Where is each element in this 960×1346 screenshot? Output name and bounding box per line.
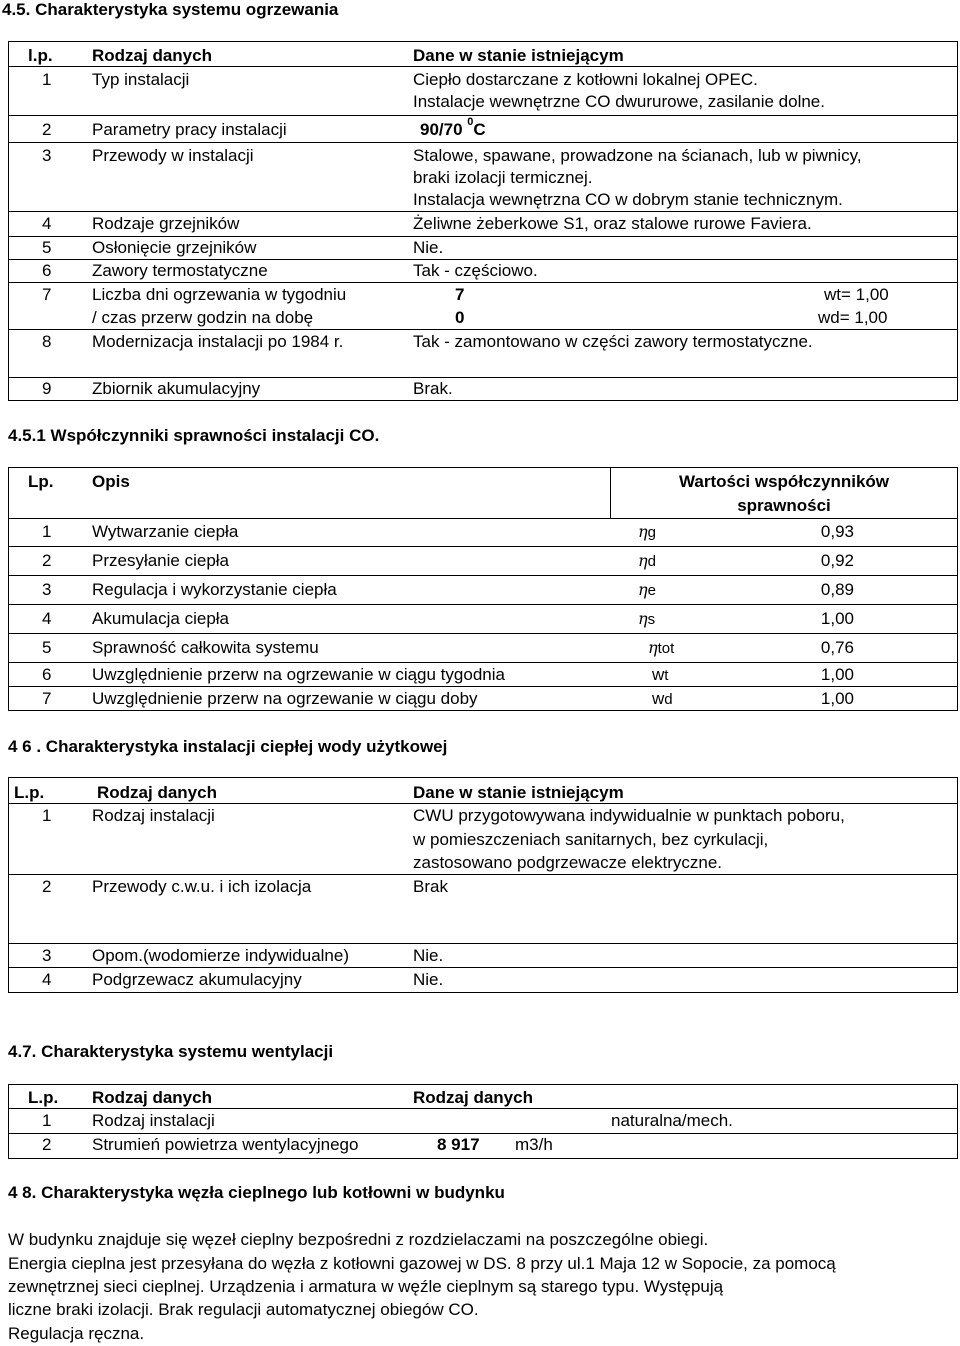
efficiency-row-7-no: 7: [42, 689, 52, 708]
hot-water-row-1-name: Rodzaj instalacji: [92, 806, 215, 825]
efficiency-row-7-symbol: [652, 689, 673, 710]
hot-water-row-3-name: Opom.(wodomierze indywidualne): [92, 946, 350, 965]
efficiency-header-values-line1: Wartości współczynników: [678, 472, 890, 491]
efficiency-table-bottom-border: [8, 710, 958, 711]
efficiency-row-1-no: 1: [42, 522, 52, 541]
hot-water-row-3-no: 3: [42, 946, 52, 965]
hot-water-row-3-value: Nie.: [413, 946, 444, 965]
row-separator: [8, 803, 958, 804]
heating-header-value: Dane w stanie istniejącym: [413, 46, 624, 65]
table-border-right: [957, 41, 958, 401]
ventilation-section-title: 4.7. Charakterystyka systemu wentylacji: [8, 1042, 334, 1061]
hot-water-row-1-value-line2: w pomieszczeniach sanitarnych, bez cyrkulacji,: [413, 830, 769, 849]
heating-row-7-days: 7: [455, 285, 465, 304]
row-separator: [8, 1108, 958, 1109]
w-symbol: w: [652, 689, 665, 708]
hot-water-row-1-value-line1: CWU przygotowywana indywidualnie w punktach poboru,: [413, 806, 845, 825]
row-separator: [8, 66, 958, 67]
heating-row-5-value: Nie.: [413, 238, 444, 257]
ventilation-row-2-value: 8 917: [437, 1135, 480, 1154]
ventilation-row-2-name: Strumień powietrza wentylacyjnego: [92, 1135, 359, 1154]
row-separator: [8, 142, 958, 143]
efficiency-row-6-value: 1,00: [820, 665, 854, 684]
efficiency-header-no: Lp.: [28, 472, 54, 491]
ventilation-table-bottom-border: [8, 1158, 958, 1159]
row-separator: [8, 662, 958, 663]
heating-row-6-no: 6: [42, 261, 52, 280]
efficiency-row-1-value: 0,93: [820, 522, 854, 541]
efficiency-row-1-desc: Wytwarzanie ciepła: [92, 522, 239, 541]
row-separator: [8, 211, 958, 212]
hot-water-header-type: Rodzaj danych: [97, 783, 217, 802]
row-separator: [8, 633, 958, 634]
hot-water-row-2-value: Brak: [413, 877, 448, 896]
hot-water-header-no: L.p.: [14, 783, 45, 802]
symbol-subscript: t: [664, 667, 669, 684]
w-symbol: w: [652, 665, 665, 684]
efficiency-row-2-desc: Przesyłanie ciepła: [92, 551, 230, 570]
efficiency-row-3-no: 3: [42, 580, 52, 599]
efficiency-row-5-no: 5: [42, 638, 52, 657]
heating-header-type: Rodzaj danych: [92, 46, 212, 65]
row-separator: [8, 282, 958, 283]
row-separator: [8, 575, 958, 576]
heating-row-7-wd: wd= 1,00: [818, 308, 888, 327]
hot-water-row-2-no: 2: [42, 877, 52, 896]
eta-symbol: η: [638, 580, 648, 599]
ventilation-row-2-unit: m3/h: [515, 1135, 553, 1154]
heating-row-2-temps: 90/70: [420, 120, 463, 139]
heating-row-8-name: Modernizacja instalacji po 1984 r.: [92, 332, 344, 351]
efficiency-section-title: 4.5.1 Współczynniki sprawności instalacji CO.: [8, 426, 380, 445]
node-text-line: W budynku znajduje się węzeł cieplny bezpośredni z rozdzielaczami na poszczególne obiegi.: [8, 1230, 709, 1249]
efficiency-row-4-no: 4: [42, 609, 52, 628]
node-text-line: Regulacja ręczna.: [8, 1324, 145, 1343]
efficiency-row-6-symbol: [652, 665, 668, 686]
eta-symbol: η: [648, 638, 658, 657]
symbol-subscript: e: [647, 582, 656, 599]
heating-row-2-name: Parametry pracy instalacji: [92, 120, 287, 139]
efficiency-row-7-desc: Uwzględnienie przerw na ogrzewanie w ciągu doby: [92, 689, 478, 708]
ventilation-row-1-name: Rodzaj instalacji: [92, 1111, 215, 1130]
heating-row-3-value-line1: Stalowe, spawane, prowadzone na ścianach, lub w piwnicy,: [413, 146, 862, 165]
heating-table-top-border: [8, 41, 958, 42]
heating-row-6-value: Tak - częściowo.: [413, 261, 538, 280]
ventilation-header-type: Rodzaj danych: [92, 1088, 212, 1107]
row-separator: [8, 943, 958, 944]
symbol-subscript: d: [647, 553, 656, 570]
efficiency-row-1-symbol: [638, 522, 656, 543]
row-separator: [8, 967, 958, 968]
efficiency-row-3-symbol: [638, 580, 656, 601]
efficiency-row-7-value: 1,00: [820, 689, 854, 708]
table-border-left: [8, 467, 9, 711]
table-border-left: [8, 777, 9, 993]
hot-water-row-4-no: 4: [42, 970, 52, 989]
efficiency-row-5-desc: Sprawność całkowita systemu: [92, 638, 319, 657]
table-border-right: [957, 777, 958, 993]
efficiency-row-6-no: 6: [42, 665, 52, 684]
efficiency-row-3-desc: Regulacja i wykorzystanie ciepła: [92, 580, 337, 599]
heating-header-no: l.p.: [28, 46, 53, 65]
hot-water-row-1-value-line3: zastosowano podgrzewacze elektryczne.: [413, 853, 722, 872]
efficiency-row-2-symbol: [638, 551, 656, 572]
eta-symbol: η: [638, 522, 648, 541]
heating-row-7-name-line2: / czas przerw godzin na dobę: [92, 308, 314, 327]
node-section-title: 4 8. Charakterystyka węzła cieplnego lub kotłowni w budynku: [8, 1183, 505, 1202]
table-border-left: [8, 41, 9, 401]
row-separator: [8, 1133, 958, 1134]
symbol-subscript: s: [647, 611, 656, 628]
eta-symbol: η: [638, 609, 648, 628]
efficiency-header-values-line2: sprawności: [737, 496, 831, 515]
heating-row-7-break-hours: 0: [455, 308, 465, 327]
heating-row-4-no: 4: [42, 214, 52, 233]
efficiency-row-3-value: 0,89: [820, 580, 854, 599]
efficiency-row-4-symbol: [638, 609, 655, 630]
efficiency-row-4-value: 1,00: [820, 609, 854, 628]
heating-row-1-value-line1: Ciepło dostarczane z kotłowni lokalnej OPEC.: [413, 70, 758, 89]
row-separator: [8, 546, 958, 547]
row-separator: [8, 329, 958, 330]
node-text-line: zewnętrznej sieci cieplnej. Urządzenia i armatura w węźle cieplnym są starego typu. Występują: [8, 1277, 724, 1296]
hot-water-table-bottom-border: [8, 992, 958, 993]
heating-row-1-no: 1: [42, 70, 52, 89]
node-text-line: liczne braki izolacji. Brak regulacji automatycznej obiegów CO.: [8, 1300, 479, 1319]
hot-water-table-top-border: [8, 777, 958, 778]
node-text-line: Energia cieplna jest przesyłana do węzła z kotłowni gazowej w DS. 8 przy ul.1 Maja 12 w Sopocie, za pomocą: [8, 1254, 836, 1273]
heating-row-7-no: 7: [42, 285, 52, 304]
row-separator: [8, 259, 958, 260]
heating-row-1-value-line2: Instalacje wewnętrzne CO dwururowe, zasilanie dolne.: [413, 92, 825, 111]
efficiency-table-top-border: [8, 467, 958, 468]
heating-row-3-value-line3: Instalacja wewnętrzna CO w dobrym stanie technicznym.: [413, 190, 843, 209]
ventilation-header-value: Rodzaj danych: [413, 1088, 533, 1107]
efficiency-header-divider: [610, 467, 611, 519]
heating-row-9-no: 9: [42, 379, 52, 398]
symbol-subscript: tot: [657, 640, 675, 657]
table-border-right: [957, 467, 958, 711]
hot-water-row-4-value: Nie.: [413, 970, 444, 989]
heating-row-7-wt: wt= 1,00: [824, 285, 889, 304]
row-separator: [8, 115, 958, 116]
heating-row-9-name: Zbiornik akumulacyjny: [92, 379, 261, 398]
efficiency-row-2-value: 0,92: [820, 551, 854, 570]
heating-row-8-no: 8: [42, 332, 52, 351]
heating-row-3-value-line2: braki izolacji termicznej.: [413, 168, 593, 187]
efficiency-row-6-desc: Uwzględnienie przerw na ogrzewanie w ciągu tygodnia: [92, 665, 505, 684]
heating-row-4-name: Rodzaje grzejników: [92, 214, 240, 233]
heating-row-6-name: Zawory termostatyczne: [92, 261, 268, 280]
efficiency-row-5-symbol: [648, 638, 674, 659]
efficiency-header-desc: Opis: [92, 472, 130, 491]
row-separator: [8, 874, 958, 875]
row-separator: [8, 604, 958, 605]
row-separator: [8, 236, 958, 237]
hot-water-row-4-name: Podgrzewacz akumulacyjny: [92, 970, 302, 989]
heating-row-7-name-line1: Liczba dni ogrzewania w tygodniu: [92, 285, 347, 304]
hot-water-header-value: Dane w stanie istniejącym: [413, 783, 624, 802]
eta-symbol: η: [638, 551, 648, 570]
heating-row-2-degree: 0: [467, 116, 474, 129]
table-border-left: [8, 1084, 9, 1159]
efficiency-row-4-desc: Akumulacja ciepła: [92, 609, 230, 628]
heating-row-8-value: Tak - zamontowano w części zawory termostatyczne.: [413, 332, 813, 351]
heating-section-title: 4.5. Charakterystyka systemu ogrzewania: [2, 0, 339, 19]
row-separator: [8, 518, 958, 519]
heating-row-2-value: [420, 116, 486, 140]
heating-row-5-name: Osłonięcie grzejników: [92, 238, 257, 257]
heating-row-4-value: Żeliwne żeberkowe S1, oraz stalowe rurowe Faviera.: [413, 214, 812, 233]
heating-row-2-no: 2: [42, 120, 52, 139]
ventilation-header-no: L.p.: [28, 1088, 59, 1107]
heating-row-2-unit: C: [473, 120, 486, 139]
row-separator: [8, 686, 958, 687]
ventilation-row-2-no: 2: [42, 1135, 52, 1154]
heating-row-5-no: 5: [42, 238, 52, 257]
ventilation-row-1-value: naturalna/mech.: [611, 1111, 733, 1130]
efficiency-row-2-no: 2: [42, 551, 52, 570]
hot-water-row-1-no: 1: [42, 806, 52, 825]
table-border-right: [957, 1084, 958, 1159]
symbol-subscript: d: [664, 691, 673, 708]
heating-row-9-value: Brak.: [413, 379, 453, 398]
hot-water-section-title: 4 6 . Charakterystyka instalacji ciepłej wody użytkowej: [8, 737, 448, 756]
ventilation-row-1-no: 1: [42, 1111, 52, 1130]
ventilation-table-top-border: [8, 1084, 958, 1085]
heating-row-3-no: 3: [42, 146, 52, 165]
heating-table-bottom-border: [8, 400, 958, 401]
efficiency-row-5-value: 0,76: [820, 638, 854, 657]
heating-row-3-name: Przewody w instalacji: [92, 146, 254, 165]
row-separator: [8, 377, 958, 378]
symbol-subscript: g: [647, 524, 656, 541]
heating-row-1-name: Typ instalacji: [92, 70, 190, 89]
hot-water-row-2-name: Przewody c.w.u. i ich izolacja: [92, 877, 312, 896]
